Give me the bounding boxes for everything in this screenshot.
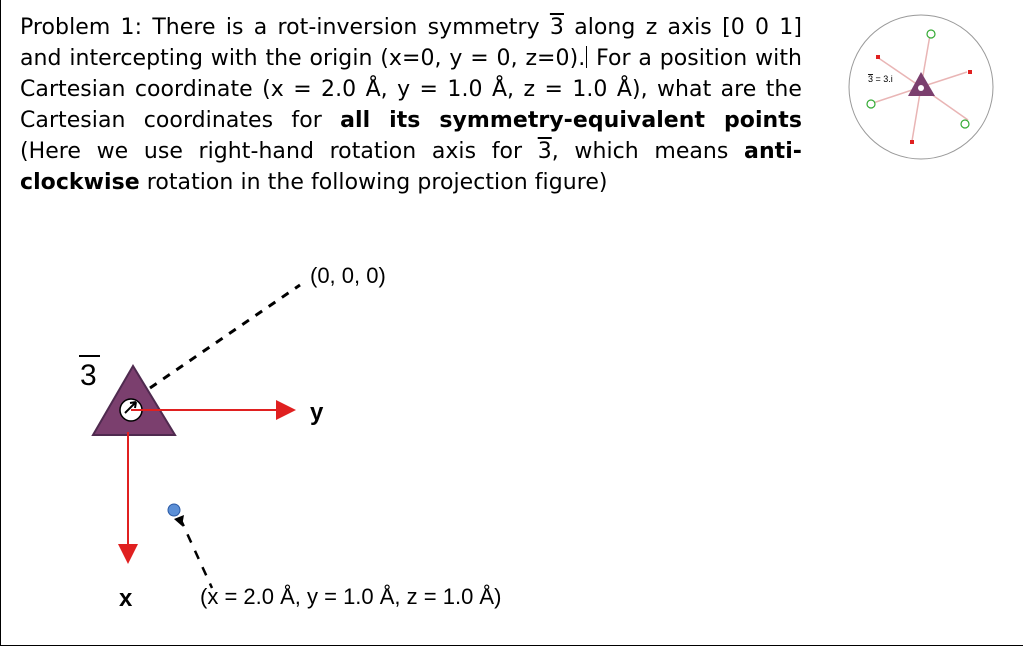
problem-text-1: Problem 1: There is a rot-inversion symmetry xyxy=(20,15,550,40)
open-circle-3 xyxy=(867,100,875,108)
bold-anticlockwise: anti-clockwise xyxy=(20,139,802,195)
origin-label: (0, 0, 0) xyxy=(310,263,386,288)
problem-text-4: (Here we use right-hand rotation axis for xyxy=(20,139,538,164)
red-dot-3 xyxy=(910,140,914,144)
stereogram-label-rest: = 3.i xyxy=(873,74,893,84)
x-axis-label: x xyxy=(119,585,133,612)
point-coordinates-label: (x = 2.0 Å, y = 1.0 Å, z = 1.0 Å) xyxy=(200,584,502,609)
problem-text-5: , which means xyxy=(551,139,745,164)
stereogram-center xyxy=(918,85,924,91)
red-dot-1 xyxy=(876,55,880,59)
rotoinversion-symbol-label: 3 xyxy=(80,359,97,392)
position-point xyxy=(168,504,180,516)
dashed-line-to-origin xyxy=(150,285,300,388)
problem-text-3: For a position with Cartesian coordinate (x = 2.0 Å, y = 1.0 Å, z = 1.0 Å), what are the Cartesian coordinates for xyxy=(20,46,802,133)
stereogram-label xyxy=(868,74,893,84)
open-circle-1 xyxy=(927,30,935,38)
rotoinversion-symbol-2: 3 xyxy=(537,139,552,164)
y-axis-label: y xyxy=(310,399,324,426)
stereogram-thumbnail xyxy=(849,15,993,159)
problem-text-6: rotation in the following projection figure) xyxy=(139,170,608,195)
dashed-line-to-point xyxy=(180,518,212,588)
stereogram-label-bar3: 3 xyxy=(868,74,874,84)
red-dot-2 xyxy=(968,70,972,74)
bold-symmetry-points: all its symmetry-equivalent points xyxy=(340,108,802,133)
rotoinversion-symbol: 3 xyxy=(549,15,564,40)
open-circle-2 xyxy=(961,120,969,128)
problem-text-2: along z axis [0 0 1] and intercepting with the origin (x=0, y = 0, z=0). xyxy=(20,15,802,71)
